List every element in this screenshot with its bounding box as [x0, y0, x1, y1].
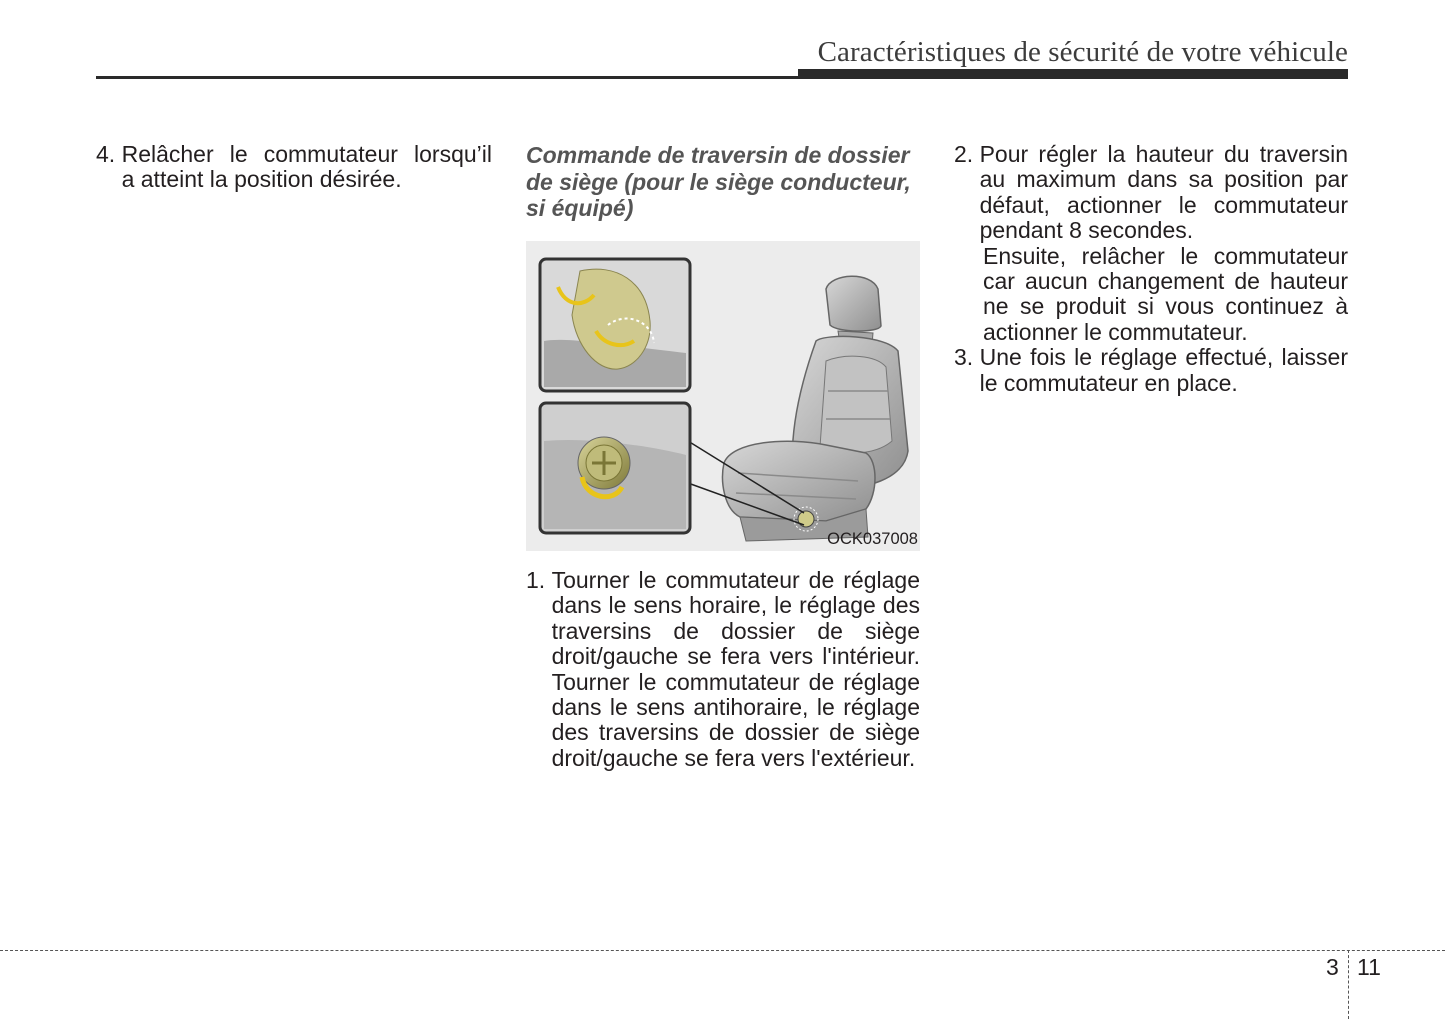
list-item: [96, 142, 492, 193]
seat-illustration: [526, 241, 920, 551]
page-header-title: Caractéristiques de sécurité de votre véhicule: [817, 36, 1348, 68]
list-text: Une fois le réglage effectué, laisser le commutateur en place.: [979, 344, 1348, 396]
header-rule-thick: [798, 69, 1348, 78]
page-number: 11: [1357, 954, 1381, 980]
figure-code: OCK037008: [827, 530, 918, 548]
column-right: [954, 142, 1348, 396]
footer-rule: [0, 950, 1445, 951]
knob-inset: [540, 403, 690, 533]
list-text: Tourner le commutateur de réglage dans le sens horaire, le réglage des traversins de dossier de siège droit/gauche se fera vers l'intérieur. Tourner le commutateur de réglage dans le sens antihoraire, le réglage des traversins de dossier de siège droit/gauche se fera vers l'extérieur.: [551, 567, 920, 771]
list-number: 2.: [954, 141, 974, 167]
column-left: [96, 142, 492, 193]
list-item: [954, 345, 1348, 396]
lumbar-inset: [540, 259, 690, 391]
list-item: [526, 568, 920, 771]
seat-diagram: [526, 241, 920, 551]
list-item: [954, 142, 1348, 244]
step-list: [526, 568, 920, 771]
seat-icon: [723, 276, 908, 541]
list-number: 4.: [96, 141, 116, 167]
list-number: 3.: [954, 344, 974, 371]
chapter-number: 3: [1326, 954, 1339, 980]
list-number: 1.: [526, 567, 546, 593]
list-text: Pour régler la hauteur du traversin au maximum dans sa position par défaut, actionner le commutateur pendant 8 secondes.: [979, 141, 1348, 244]
footer-divider: [1348, 950, 1349, 1019]
list-continuation: Ensuite, relâcher le commutateur car aucun changement de hauteur ne se produit si vous continuez à actionner le commutateur.: [983, 242, 1348, 345]
list-text: Relâcher le commutateur lorsqu’il a atteint la position désirée.: [121, 141, 492, 193]
section-subheading: Commande de traversin de dossier de siège (pour le siège conducteur, si équipé): [526, 142, 911, 221]
